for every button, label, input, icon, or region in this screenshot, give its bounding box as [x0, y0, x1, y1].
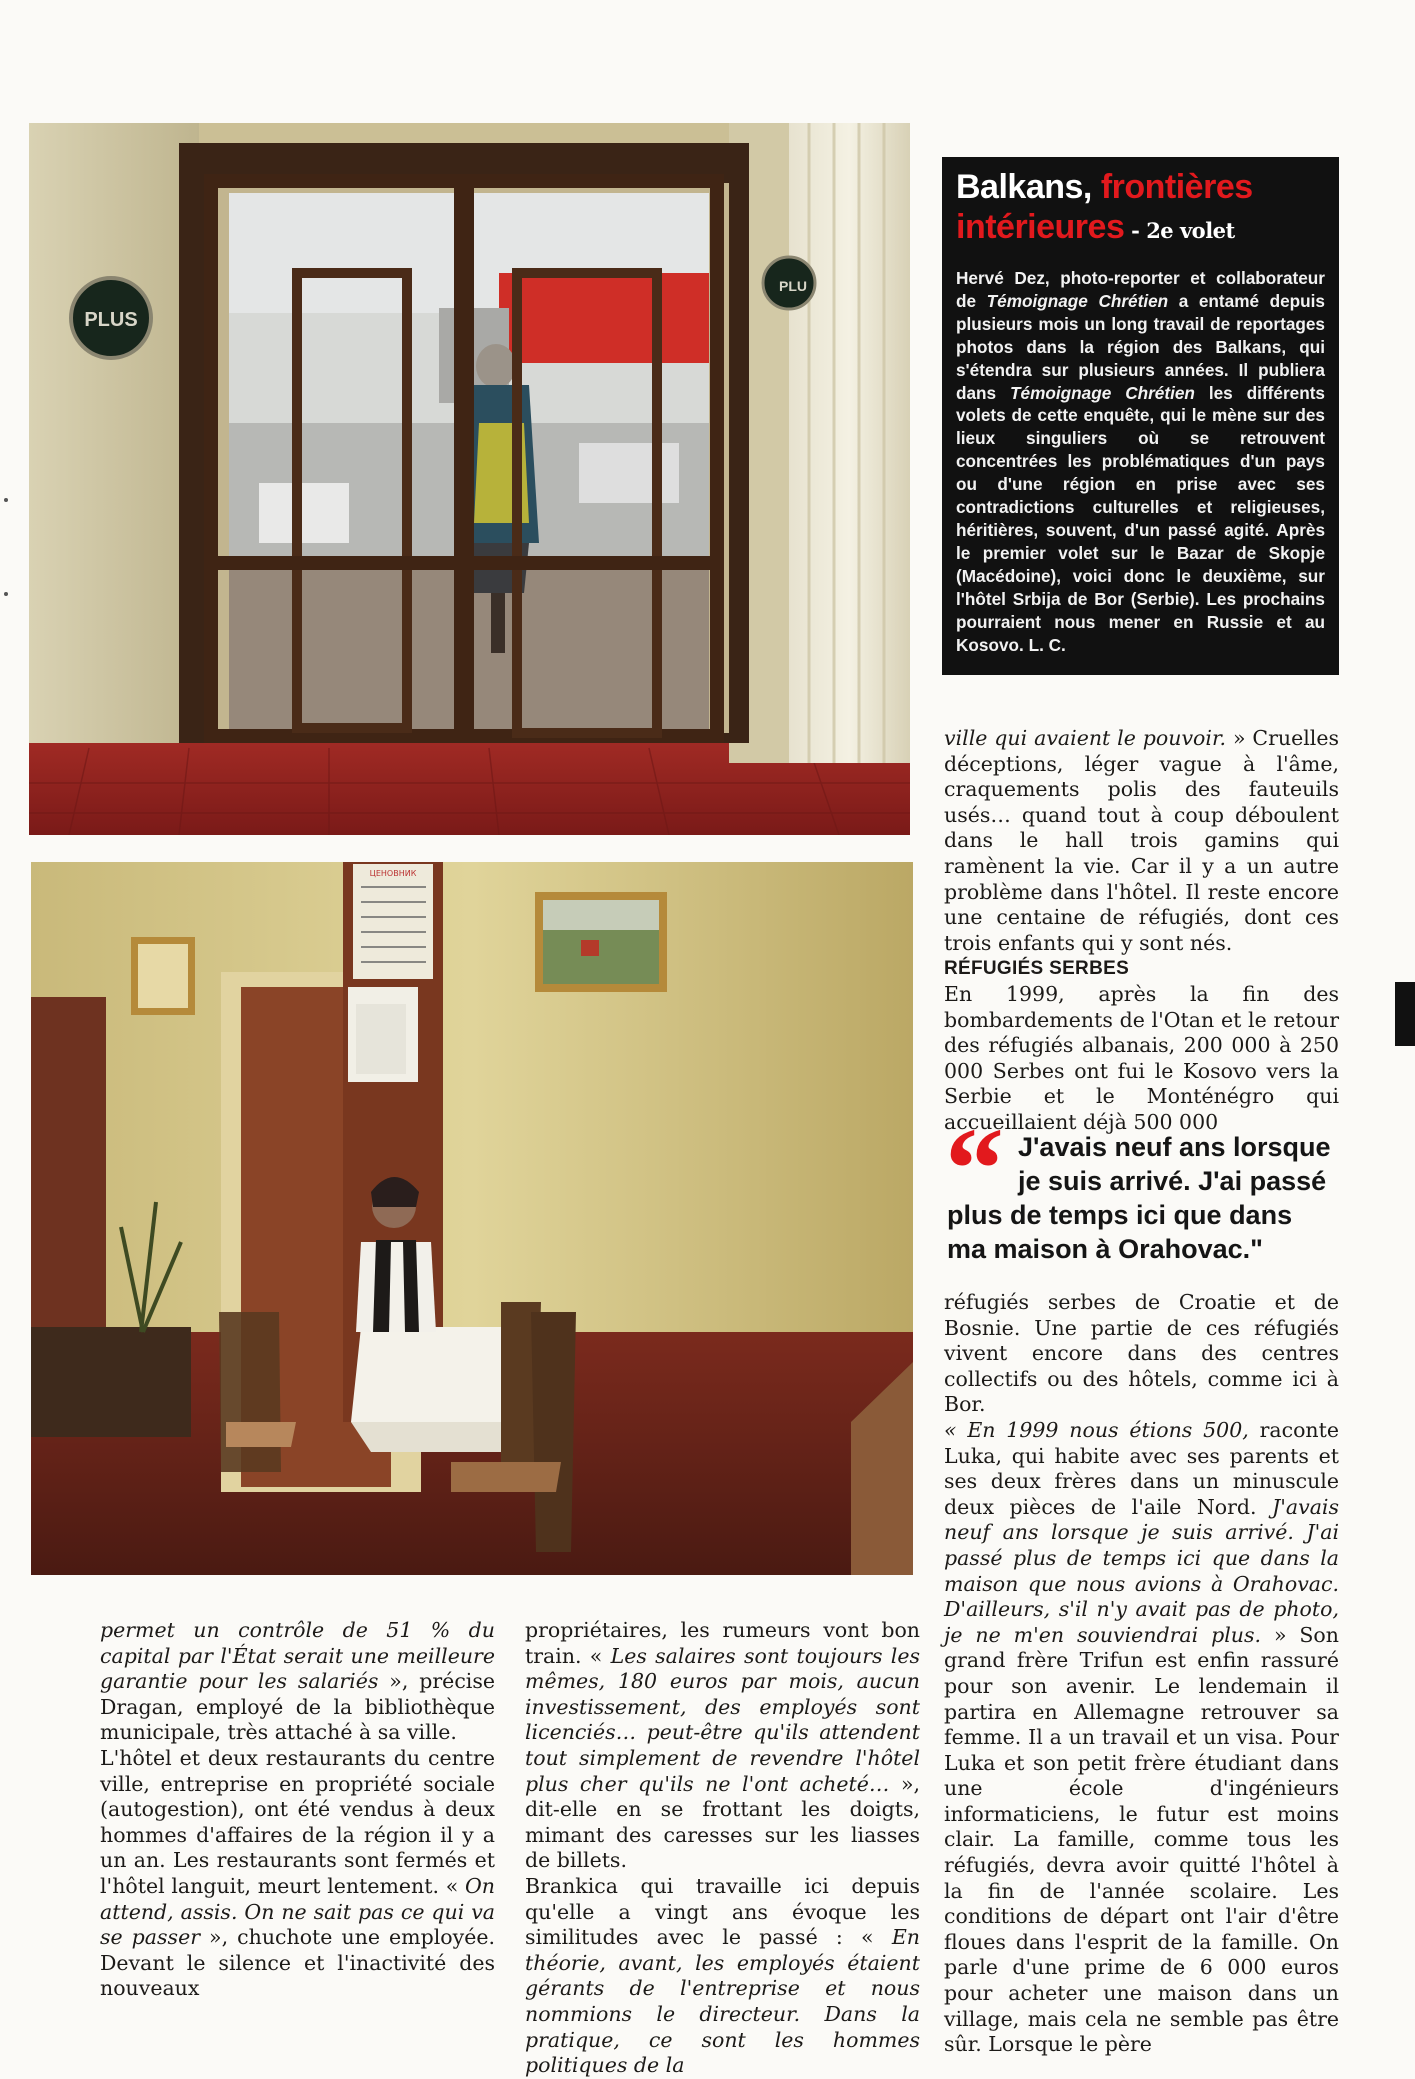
photo-hotel-dining-room — [31, 862, 913, 1575]
pull-quote-text — [947, 1130, 1339, 1266]
text: propriétaires, les rumeurs vont bon train. « — [525, 1618, 920, 1668]
binding-hole-mark — [4, 592, 8, 596]
pull-quote — [945, 1103, 1339, 1277]
paragraph — [100, 1618, 495, 1746]
paragraph: réfugiés serbes de Croatie et de Bosnie. Une partie de ces réfugiés vivent encore dans des centres collectifs ou des hôtels, comme ici à Bor. — [944, 1290, 1339, 1417]
article-column-left — [100, 1618, 495, 2002]
sidebar-text-2: a entamé depuis plusieurs mois un long travail de reportages photos dans la région des Balkans, qui s'étendra sur plusieurs années. Il publiera dans — [956, 290, 1325, 403]
sidebar-title-part2: frontières — [1100, 168, 1253, 206]
text: Brankica qui travaille ici depuis qu'elle a vingt ans évoque les similitudes avec le passé : « — [525, 1873, 920, 1950]
article-column-right-top — [944, 726, 1339, 1136]
italic-quote: ville qui avaient le pouvoir. — [944, 726, 1227, 750]
photo-hotel-entrance-image — [29, 123, 910, 835]
series-sidebar — [942, 157, 1339, 675]
pull-quote-line-3: plus de temps ici que dans — [947, 1200, 1293, 1230]
italic-quote: J'avais neuf ans lorsque je suis arrivé. J'ai passé plus de temps ici que dans la maison que nous avions à Orahovac. D'ailleurs, s'il n'y avait pas de photo, je ne m'en souviendrai plus. — [944, 1494, 1339, 1647]
text: », chuchote une employée. Devant le silence et l'inactivité des nouveaux — [100, 1925, 495, 2001]
paragraph — [944, 726, 1339, 956]
price-board-label: ЦЕНОВНИК — [369, 869, 417, 878]
page-edge-tab — [1395, 982, 1415, 1046]
text: », précise Dragan, employé de la bibliothèque municipale, très attaché à sa ville. — [100, 1669, 496, 1745]
text: L'hôtel et deux restaurants du centre ville, entreprise en propriété sociale (autogestion), ont été vendus à deux hommes d'affaires de la région il y a un an. Les restaurants sont fermés et l'hôtel languit, meurt lentement. « — [100, 1745, 495, 1898]
sidebar-body — [956, 267, 1325, 656]
subheading-refugies-serbes: RÉFUGIÉS SERBES — [944, 958, 1130, 980]
text: » Son grand frère Trifun est enfin rassuré pour son avenir. Le lendemain il partira en Allemagne retrouver sa femme. Il a un travail et un visa. Pour Luka et son petit frère étudiant dans une école d'ingénieurs informaticiens, le futur est moins clair. La famille, comme tous les réfugiés, devra avoir quitté l'hôtel à la fin de l'année scolaire. Les conditions de départ ont l'air d'être floues dans l'esprit de la famille. On parle d'une prime de 6 000 euros pour acheter une maison dans un village, mais cela ne semble pas être sûr. Lorsque le père — [944, 1622, 1339, 2057]
pull-quote-line-4: ma maison à Orahovac." — [947, 1234, 1263, 1264]
italic-quote: Les salaires sont toujours les mêmes, 180 euros par mois, aucun investissement, des employés sont licenciés… peut-être qu'ils attendent tout simplement de revendre l'hôtel plus cher qu'ils ne l'ont acheté… — [525, 1643, 920, 1796]
text: raconte Luka, qui habite avec ses parents et ses deux frères dans un minuscule deux pièces de l'aile Nord. — [944, 1417, 1339, 1519]
article-column-right-bottom — [944, 1290, 1339, 2058]
italic-quote: permet un contrôle de 51 % du capital par l'État serait une meilleure garantie pour les salariés — [100, 1618, 495, 1694]
sign-right-text: PLU — [779, 278, 807, 294]
sidebar-text-1: Hervé Dez, photo-reporter et collaborateur de — [956, 268, 1325, 311]
text: » Cruelles déceptions, léger vague à l'âme, craquements polis des fauteuils usés… quand tout à coup déboulent dans le hall trois gamins qui ramènent la vie. Car il y a un autre problème dans l'hôtel. Il reste encore une centaine de réfugiés, dont ces trois enfants qui y sont nés. — [944, 726, 1339, 955]
binding-hole-mark — [4, 498, 8, 502]
sidebar-signature: L. C. — [1028, 634, 1066, 655]
article-column-middle — [525, 1618, 920, 2079]
paragraph — [944, 1418, 1339, 2058]
paragraph: En 1999, après la fin des bombardements de l'Otan et le retour des réfugiés albanais, 200 000 à 250 000 Serbes ont fui le Kosovo vers la Serbie et le Monténégro qui accueillaient déjà 500 000 — [944, 981, 1339, 1134]
text: », dit-elle en se frottant les doigts, mimant des caresses sur les liasses de billets. — [525, 1771, 920, 1873]
sidebar-italic-1: Témoignage Chrétien — [986, 290, 1169, 311]
sidebar-title-suffix: - 2e volet — [1124, 218, 1235, 243]
italic-quote: En théorie, avant, les employés étaient gérants de l'entreprise et nous nommions le directeur. Dans la pratique, ce sont les hommes politiques de la — [525, 1925, 920, 2078]
pull-quote-line-1: J'avais neuf ans lorsque — [1018, 1132, 1331, 1162]
italic-quote: On attend, assis. On ne sait pas ce qui va se passer — [100, 1873, 495, 1950]
photo-hotel-entrance — [29, 123, 910, 835]
sidebar-italic-2: Témoignage Chrétien — [1010, 382, 1195, 403]
paragraph — [100, 1746, 495, 2002]
sidebar-title — [956, 167, 1325, 251]
sidebar-title-part3: intérieures — [956, 208, 1125, 246]
photo-hotel-dining-room-image — [31, 862, 913, 1575]
sidebar-title-part1: Balkans, — [956, 168, 1101, 206]
sign-left-text: PLUS — [84, 309, 138, 331]
sidebar-text-3: les différents volets de cette enquête, qui le mène sur des lieux singuliers où se retrouvent concentrées les problématiques d'un pays ou d'une région en prise avec ses contradictions culturelles et religieuses, héritières, souvent, d'un passé agité. Après le premier volet sur le Bazar de Skopje (Macédoine), voici donc le deuxième, sur l'hôtel Srbija de Bor (Serbie). Les prochains pourraient nous mener en Russie et au Kosovo. — [956, 382, 1325, 655]
paragraph — [525, 1618, 920, 1874]
italic-quote: « En 1999 nous étions 500, — [944, 1417, 1249, 1442]
pull-quote-line-2: je suis arrivé. J'ai passé — [1018, 1166, 1327, 1196]
quote-mark-icon: “ — [945, 1103, 994, 1234]
